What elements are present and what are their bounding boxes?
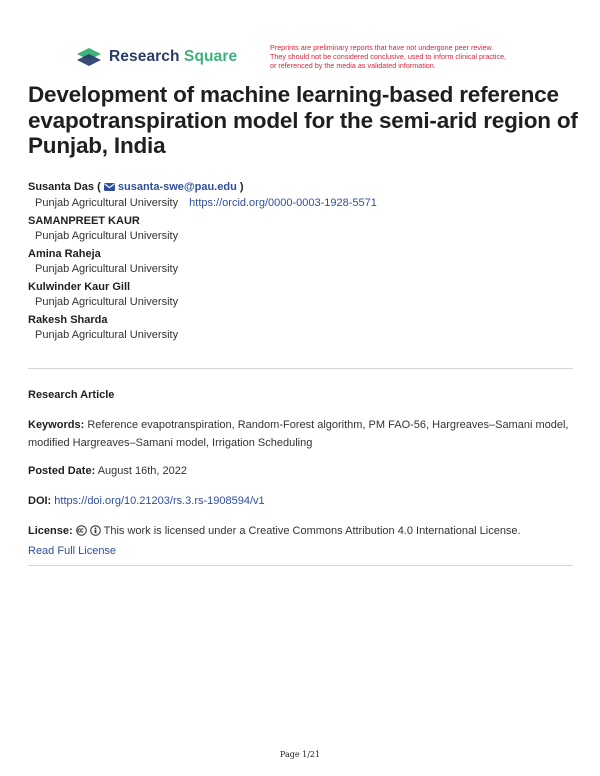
posted-date: [28, 462, 573, 480]
author-name: Amina Raheja: [28, 248, 101, 260]
author-affiliation: Punjab Agricultural University: [35, 296, 179, 308]
keywords: [28, 416, 573, 452]
page-number: Page 1/21: [279, 750, 321, 759]
envelope-icon: [104, 181, 115, 196]
author-entry: Susanta Das ( susanta-swe@pau.edu ) Punjab Agricultural University https://orcid.org/0000-0003-1928-5571: [28, 181, 377, 209]
logo-wordmark: Research Square: [109, 48, 238, 65]
doi-link[interactable]: https://doi.org/10.21203/rs.3.rs-1908594/v1: [54, 495, 265, 507]
paper-title: Development of machine learning-based reference evapotranspiration model for the semi-arid region of Punjab, India: [28, 82, 578, 158]
notice-line: They should not be considered conclusive, used to inform clinical practice,: [270, 51, 507, 61]
read-full-license-link[interactable]: Read Full License: [28, 545, 117, 557]
author-name: SAMANPREET KAUR: [28, 215, 140, 227]
doi: [28, 492, 573, 510]
author-email-link[interactable]: susanta-swe@pau.edu: [117, 181, 237, 193]
author-list: [28, 180, 578, 346]
divider: [28, 565, 573, 566]
author-affiliation: Punjab Agricultural University: [35, 329, 179, 341]
author-name: Rakesh Sharda: [28, 314, 108, 326]
divider: [28, 368, 573, 369]
license: [28, 522, 573, 560]
keywords-label: Keywords:: [28, 419, 85, 431]
attribution-icon: [90, 524, 101, 542]
article-type: Research Article: [28, 389, 115, 401]
research-square-logo[interactable]: [76, 47, 237, 67]
notice-line: Preprints are preliminary reports that have not undergone peer review.: [270, 43, 494, 52]
author-name: Kulwinder Kaur Gill: [28, 281, 131, 293]
author-entry: [28, 313, 578, 343]
posted-date-label: Posted Date:: [28, 465, 96, 477]
license-label: License:: [28, 525, 73, 537]
doi-label: DOI:: [28, 495, 52, 507]
license-text: This work is licensed under a Creative Commons Attribution 4.0 International License.: [103, 525, 521, 537]
posted-date-value: August 16th, 2022: [97, 465, 187, 477]
author-name: Susanta Das: [28, 181, 95, 193]
cc-icon: [76, 524, 87, 542]
author-affiliation: Punjab Agricultural University: [35, 230, 179, 242]
author-affiliation: Punjab Agricultural University: [35, 197, 179, 209]
research-square-logo-icon: [76, 47, 102, 67]
author-affiliation: Punjab Agricultural University: [35, 263, 179, 275]
notice-line: or referenced by the media as validated information.: [270, 60, 436, 70]
preprint-notice: [270, 44, 570, 70]
author-entry: [28, 214, 578, 244]
author-entry: [28, 280, 578, 310]
keywords-value: Reference evapotranspiration, Random-Forest algorithm, PM FAO-56, Hargreaves–Samani model, modified Hargreaves–Samani model, Irrigation Scheduling: [28, 419, 569, 449]
orcid-link[interactable]: https://orcid.org/0000-0003-1928-5571: [189, 197, 377, 209]
author-entry: [28, 247, 578, 277]
